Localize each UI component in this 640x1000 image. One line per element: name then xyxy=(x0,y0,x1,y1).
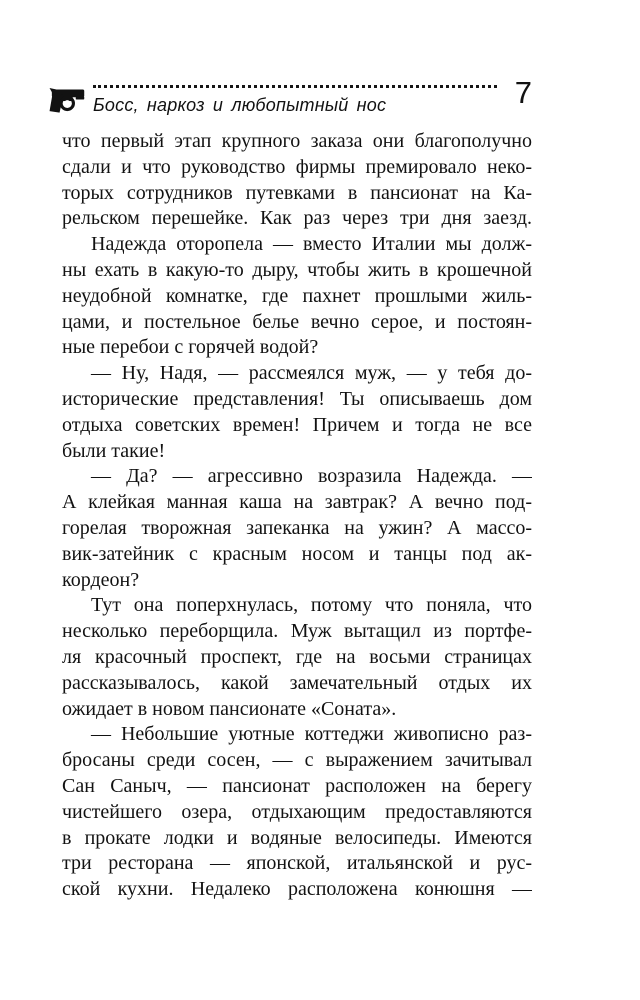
text-line: рассказывалось, какой замечательный отдых их xyxy=(62,671,532,694)
text-line: цами, и постельное белье вечно серое, и постоян- xyxy=(62,310,532,333)
text-line: были такие! xyxy=(62,439,166,462)
text-line: вик-затейник с красным носом и танцы под ак- xyxy=(62,542,532,565)
text-line: Тут она поперхнулась, потому что поняла, что xyxy=(91,594,532,617)
gun-icon xyxy=(48,85,85,114)
text-line: А клейкая манная каша на завтрак? А вечно под- xyxy=(62,491,532,514)
text-line: горелая творожная запеканка на ужин? А массо- xyxy=(62,516,532,539)
text-line: неудобной комнатке, где пахнет прошлыми жиль- xyxy=(62,284,532,307)
text-line: ожидает в новом пансионате «Соната». xyxy=(62,697,397,720)
text-line: что первый этап крупного заказа они благополучно xyxy=(62,130,532,152)
text-line: — Ну, Надя, — рассмеялся муж, — у тебя до- xyxy=(91,362,532,385)
running-title: Босс, наркоз и любопытный нос xyxy=(93,95,387,115)
page-number: 7 xyxy=(514,75,532,110)
text-line: ля красочный проспект, где на восьми страницах xyxy=(62,645,532,668)
text-line: отдыха советских времен! Причем и тогда не все xyxy=(62,413,532,436)
text-line: ской кухни. Недалеко расположена конюшня — xyxy=(62,878,532,901)
text-line: — Небольшие уютные коттеджи живописно раз- xyxy=(91,723,532,746)
text-line: чистейшего озера, отдыхающим предоставляются xyxy=(62,800,532,823)
text-line: кордеон? xyxy=(62,568,140,591)
dotted-rule xyxy=(93,85,497,88)
text-line: торых сотрудников путевками в пансионат на Ка- xyxy=(62,181,532,204)
text-line: сдали и что руководство фирмы премировало неко- xyxy=(62,155,532,178)
text-line: ны ехать в какую-то дыру, чтобы жить в крошечной xyxy=(62,258,532,281)
text-line: Надежда оторопела — вместо Италии мы долж- xyxy=(91,233,532,256)
text-line: несколько переборщила. Муж вытащил из портфе- xyxy=(62,620,532,643)
text-line: исторические представления! Ты описываешь дом xyxy=(62,387,532,410)
text-line: Сан Саныч, — пансионат расположен на берегу xyxy=(62,774,532,797)
text-line: бросаны среди сосен, — с выражением зачитывал xyxy=(62,749,532,772)
text-line: — Да? — агрессивно возразила Надежда. — xyxy=(91,465,532,488)
text-line: три ресторана — японской, итальянской и рус- xyxy=(62,852,532,875)
text-line: ные перебои с горячей водой? xyxy=(62,336,319,359)
text-line: в прокате лодки и водяные велосипеды. Имеются xyxy=(62,826,532,849)
text-line: рельском перешейке. Как раз через три дня заезд. xyxy=(62,207,532,230)
body-text xyxy=(62,129,532,903)
